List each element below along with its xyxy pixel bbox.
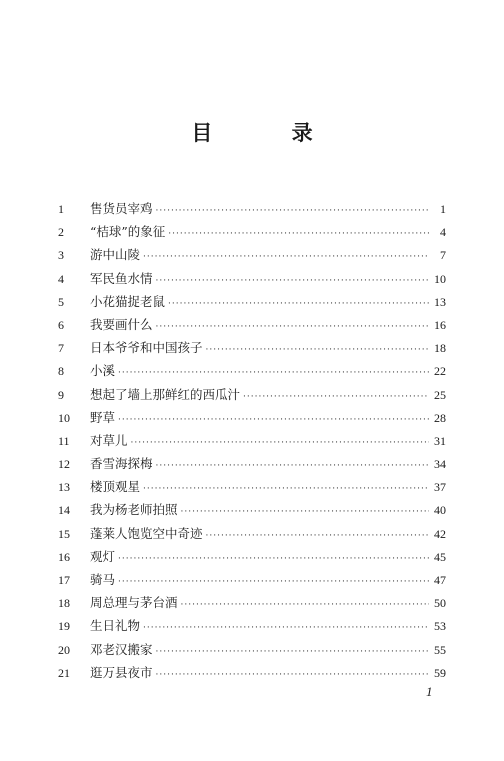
toc-entry-title: 蓬莱人饱览空中奇迹: [90, 525, 203, 541]
toc-entry: [58, 661, 446, 684]
dot-leader: [131, 432, 429, 455]
toc-entry-number: 9: [58, 387, 64, 402]
toc-entry-number: 17: [58, 573, 70, 587]
toc-entry-number: 1: [58, 202, 64, 216]
toc-entry-page: 45: [434, 549, 446, 564]
toc-entry-page: 47: [434, 573, 446, 587]
toc-entry-title: 军民鱼水情: [90, 270, 153, 286]
toc-entry-title: 售货员宰鸡: [90, 201, 153, 216]
toc-entry-title: 游中山陵: [90, 247, 141, 263]
toc-entry-title: 想起了墙上那鲜红的西瓜汁: [90, 386, 241, 402]
toc-entry-number: 21: [58, 665, 70, 680]
page-title: 目 录: [191, 120, 349, 145]
toc-entry-number: 12: [58, 457, 70, 472]
toc-entry: [58, 475, 446, 498]
toc-entry-page: 31: [434, 433, 446, 448]
toc-entry: [58, 522, 446, 545]
toc-entry-number: 19: [58, 619, 70, 634]
toc-entry: [58, 359, 446, 382]
toc-entry-page: 37: [434, 480, 446, 495]
toc-entry: [58, 429, 446, 452]
toc-entry-number: 11: [58, 433, 70, 448]
toc-entry-number: 8: [58, 364, 64, 379]
dot-leader: [118, 409, 429, 432]
toc-entry-page: 13: [434, 294, 446, 309]
toc-entry-page: 34: [434, 457, 446, 472]
dot-leader: [143, 617, 429, 640]
toc-entry-number: 2: [58, 225, 64, 240]
dot-leader: [118, 548, 429, 571]
toc-entry-title: 生日礼物: [90, 618, 141, 634]
toc-entry-title: 骑马: [90, 572, 116, 587]
toc-entry-title: 小溪: [90, 363, 116, 379]
toc-entry-page: 50: [434, 596, 446, 611]
toc-entry: [58, 638, 446, 661]
toc-entry-title: 周总理与茅台酒: [90, 595, 178, 611]
toc-entry-page: 28: [434, 410, 446, 425]
toc-entry: [58, 220, 446, 243]
dot-leader: [206, 525, 429, 548]
toc-entry: [58, 498, 446, 521]
toc-entry-title: 小花猫捉老鼠: [90, 293, 166, 309]
dot-leader: [181, 501, 429, 524]
toc-entry-number: 20: [58, 642, 70, 657]
toc-entry: [58, 614, 446, 637]
dot-leader: [181, 594, 429, 617]
toc-entry: [58, 197, 446, 220]
toc-entry-number: 4: [58, 271, 64, 286]
dot-leader: [156, 664, 429, 687]
toc-entry-number: 14: [58, 503, 70, 518]
toc-entry-title: 野草: [90, 409, 116, 425]
dot-leader: [156, 200, 429, 223]
toc-entry-page: 53: [434, 619, 446, 634]
toc-entry: [58, 591, 446, 614]
toc-entry: [58, 406, 446, 429]
toc-entry-page: 16: [434, 317, 446, 332]
toc-entry-title: 我要画什么: [90, 316, 153, 332]
toc-entry-page: 7: [440, 248, 446, 263]
dot-leader: [156, 641, 429, 664]
toc-entry: [58, 568, 446, 591]
toc-entry-page: 4: [440, 225, 446, 240]
toc-entry-number: 10: [58, 410, 70, 425]
toc-entry: [58, 267, 446, 290]
toc-entry-title: 楼顶观星: [90, 479, 141, 495]
dot-leader: [168, 293, 429, 316]
dot-leader: [143, 246, 429, 269]
page-number: 1: [426, 684, 433, 699]
toc-entry-title: 邓老汉搬家: [90, 641, 153, 657]
toc-entry-page: 42: [434, 526, 446, 541]
toc-entry: [58, 290, 446, 313]
toc-entry: [58, 336, 446, 359]
toc-entry-page: 40: [434, 503, 446, 518]
dot-leader: [168, 223, 429, 246]
toc-entry-title: 逛万县夜市: [90, 664, 153, 680]
toc-entry: [58, 243, 446, 266]
dot-leader: [206, 339, 429, 362]
toc-entry-number: 16: [58, 549, 70, 564]
toc-entry-number: 3: [58, 248, 64, 263]
table-of-contents: [58, 197, 446, 684]
toc-entry-number: 5: [58, 294, 64, 309]
toc-entry-page: 10: [434, 271, 446, 286]
toc-entry-page: 18: [434, 341, 446, 356]
dot-leader: [156, 455, 429, 478]
toc-entry-title: 我为杨老师拍照: [90, 502, 178, 518]
toc-entry-number: 6: [58, 317, 64, 332]
toc-entry-page: 59: [434, 665, 446, 680]
toc-entry-title: 香雪海探梅: [90, 456, 153, 472]
toc-entry: [58, 383, 446, 406]
toc-entry-page: 22: [434, 364, 446, 379]
toc-entry: [58, 545, 446, 568]
dot-leader: [143, 478, 429, 501]
toc-entry-page: 55: [434, 642, 446, 657]
toc-entry-number: 18: [58, 596, 70, 611]
toc-entry-title: 日本爷爷和中国孩子: [90, 340, 203, 356]
toc-entry-page: 25: [434, 387, 446, 402]
toc-entry: [58, 452, 446, 475]
toc-entry-title: 对草儿: [90, 432, 128, 448]
toc-entry-title: 观灯: [90, 548, 116, 564]
toc-entry-number: 13: [58, 480, 70, 495]
dot-leader: [243, 386, 429, 409]
toc-entry-page: 1: [440, 202, 446, 216]
toc-entry-number: 7: [58, 341, 64, 356]
toc-entry-number: 15: [58, 526, 70, 541]
dot-leader: [156, 270, 429, 293]
toc-entry-title: “桔球”的象征: [90, 224, 166, 240]
toc-entry: [58, 313, 446, 336]
